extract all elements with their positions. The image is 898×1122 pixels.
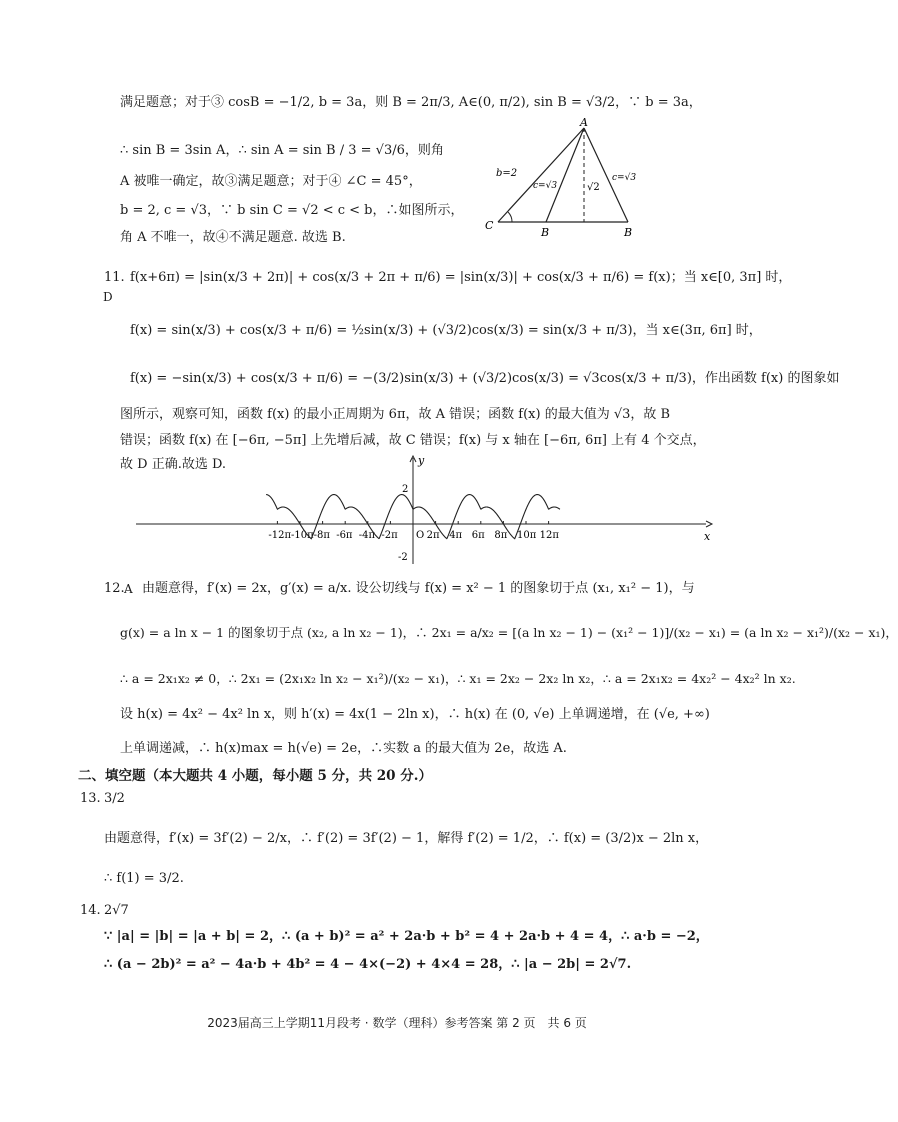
function-graph: [130, 452, 720, 568]
x-tick-label: 8π: [494, 530, 508, 541]
p12-line-5: 上单调递减，∴ h(x)max = h(√e) = 2e，∴实数 a 的最大值为 2e，故选 A.: [120, 741, 567, 756]
triangle-side-ab1: [546, 128, 584, 222]
x-tick-label: 4π: [449, 530, 463, 541]
section-2-heading: 二、填空题（本大题共 4 小题，每小题 5 分，共 20 分.）: [78, 768, 432, 784]
p13-line-1: 由题意得，f′(x) = 3f′(2) − 2/x，∴ f′(2) = 3f′(2) − 1，解得 f′(2) = 1/2，∴ f(x) = (3/2)x − 2ln x，: [104, 831, 709, 846]
p10-line-5: 角 A 不唯一，故④不满足题意. 故选 B.: [120, 230, 346, 245]
p10-line-1: 满足题意；对于③ cosB = −1/2, b = 3a，则 B = 2π/3, A∈(0, π/2), sin B = √3/2，∵ b = 3a，: [120, 95, 702, 110]
p11-line-1: f(x+6π) = |sin(x/3 + 2π)| + cos(x/3 + 2π + π/6) = |sin(x/3)| + cos(x/3 + π/6) = f(x)；当 x∈[0, 3π] 时，: [130, 270, 792, 285]
page-footer: 2023届高三上学期11月段考 · 数学（理科）参考答案 第 2 页 共 6 页: [207, 1016, 587, 1030]
triangle-label-c: C: [485, 219, 494, 232]
p10-line-2: ∴ sin B = 3sin A，∴ sin A = sin B / 3 = √3/6，则角: [120, 143, 444, 158]
p11-answer: D: [103, 290, 113, 304]
y-axis-label: y: [418, 454, 425, 467]
triangle-label-height: √2: [587, 182, 600, 193]
p13-number: 13.: [80, 791, 101, 806]
p10-line-4: b = 2, c = √3，∵ b sin C = √2 < c < b，∴如图所示，: [120, 203, 464, 218]
x-tick-label: -4π: [358, 530, 376, 541]
p12-line-1: 由题意得，f′(x) = 2x，g′(x) = a/x. 设公切线与 f(x) = x² − 1 的图象切于点 (x₁, x₁² − 1)，与: [142, 581, 695, 596]
triangle-angle-c: [508, 212, 512, 222]
p10-line-3: A 被唯一确定，故③满足题意；对于④ ∠C = 45°，: [120, 174, 422, 189]
p11-line-6: 故 D 正确.故选 D.: [120, 457, 227, 472]
triangle-label-b1: B: [541, 226, 550, 239]
x-tick-label: 2π: [426, 530, 440, 541]
p11-line-4: 图所示，观察可知，函数 f(x) 的最小正周期为 6π，故 A 错误；函数 f(x) 的最大值为 √3，故 B: [120, 407, 671, 422]
p11-line-2: f(x) = sin(x/3) + cos(x/3 + π/6) = ½sin(x/3) + (√3/2)cos(x/3) = sin(x/3 + π/3)，当 x∈(3π, 6π] 时，: [130, 323, 762, 338]
x-tick-label: -2π: [381, 530, 398, 541]
p13-answer: 3/2: [104, 791, 125, 806]
p12-line-4: 设 h(x) = 4x² − 4x² ln x，则 h′(x) = 4x(1 − 2ln x)，∴ h(x) 在 (0, √e) 上单调递增，在 (√e, +∞): [120, 707, 710, 722]
triangle-label-a: A: [580, 116, 588, 129]
x-tick-label: 10π: [517, 530, 537, 541]
triangle-label-c1: c=√3: [533, 181, 558, 191]
p12-line-3: ∴ a = 2x₁x₂ ≠ 0，∴ 2x₁ = (2x₁x₂ ln x₂ − x₁²)/(x₂ − x₁)，∴ x₁ = 2x₂ − 2x₂ ln x₂，∴ a = 2x₁x₂ = 4x₂² − 4x₂² ln x₂.: [120, 671, 796, 686]
triangle-label-b-side: b=2: [496, 168, 518, 179]
triangle-label-c2: c=√3: [612, 173, 637, 183]
x-tick-label: -10π: [291, 530, 314, 541]
x-tick-label: O: [416, 530, 425, 541]
p11-line-3: f(x) = −sin(x/3) + cos(x/3 + π/6) = −(3/2)sin(x/3) + (√3/2)cos(x/3) = √3cos(x/3 + π/3)，作出函数 f(x) 的图象如: [130, 371, 840, 386]
triangle-label-b2: B: [624, 226, 633, 239]
p12-line-2: g(x) = a ln x − 1 的图象切于点 (x₂, a ln x₂ − 1)，∴ 2x₁ = a/x₂ = [(a ln x₂ − 1) − (x₁² − 1)]/(x₂ − x₁) = (a ln x₂ − x₁²)/(x₂ − x₁)，: [120, 625, 898, 640]
x-tick-label: 12π: [539, 530, 559, 541]
p11-number: 11.: [104, 270, 125, 285]
triangle-figure: [480, 118, 650, 240]
p12-number: 12.: [104, 581, 125, 596]
x-axis-label: x: [704, 530, 711, 543]
x-tick-label: -6π: [336, 530, 353, 541]
x-tick-label: -12π: [268, 530, 292, 541]
y-tick-pos: 2: [402, 484, 409, 495]
x-tick-label: -8π: [313, 530, 330, 541]
x-tick-label: 6π: [471, 530, 485, 541]
p13-line-2: ∴ f(1) = 3/2.: [104, 871, 184, 886]
p14-line-2: ∴ (a − 2b)² = a² − 4a·b + 4b² = 4 − 4×(−2) + 4×4 = 28，∴ |a − 2b| = 2√7.: [104, 957, 632, 972]
x-axis-arrow: [706, 521, 712, 527]
p12-answer: A: [124, 582, 133, 596]
y-tick-neg: -2: [398, 552, 408, 563]
p11-line-5: 错误；函数 f(x) 在 [−6π, −5π] 上先增后减，故 C 错误；f(x) 与 x 轴在 [−6π, 6π] 上有 4 个交点，: [120, 433, 706, 448]
p14-answer: 2√7: [104, 903, 129, 918]
p14-line-1: ∵ |a| = |b| = |a + b| = 2，∴ (a + b)² = a² + 2a·b + b² = 4 + 2a·b + 4 = 4，∴ a·b = −2，: [104, 929, 709, 944]
p14-number: 14.: [80, 903, 101, 918]
